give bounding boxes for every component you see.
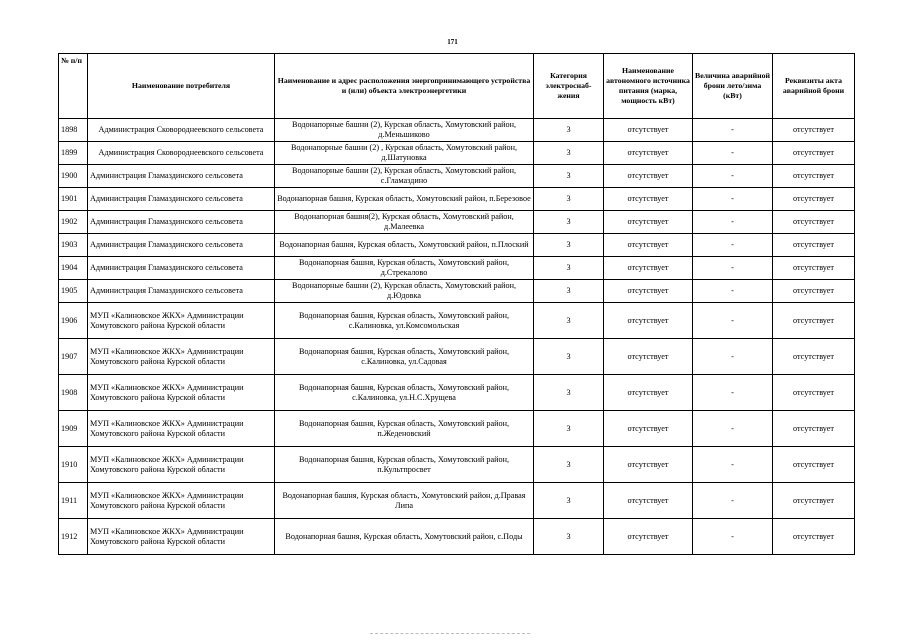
cell-power: - xyxy=(693,142,773,165)
cell-consumer: МУП «Калиновское ЖКХ» Администрации Хомутовского района Курской области xyxy=(88,483,275,519)
header-consumer: Наименование потребителя xyxy=(88,54,275,119)
table-body xyxy=(59,119,855,555)
table-row xyxy=(59,280,855,303)
cell-num: 1904 xyxy=(59,257,88,280)
cell-num: 1898 xyxy=(59,119,88,142)
cell-consumer: МУП «Калиновское ЖКХ» Администрации Хомутовского района Курской области xyxy=(88,303,275,339)
header-act: Реквизиты акта аварийной брони xyxy=(773,54,855,119)
header-category: Категория электроснаб-жения xyxy=(534,54,604,119)
cell-consumer: Администрация Гламаздинского сельсовета xyxy=(88,257,275,280)
cell-power: - xyxy=(693,165,773,188)
cell-power: - xyxy=(693,280,773,303)
cell-act: отсутствует xyxy=(773,411,855,447)
consumers-table xyxy=(58,53,855,555)
cell-power: - xyxy=(693,211,773,234)
cell-consumer: Администрация Гламаздинского сельсовета xyxy=(88,165,275,188)
cell-act: отсутствует xyxy=(773,483,855,519)
cell-num: 1903 xyxy=(59,234,88,257)
cell-num: 1912 xyxy=(59,519,88,555)
table-row xyxy=(59,188,855,211)
cell-num: 1909 xyxy=(59,411,88,447)
cell-act: отсутствует xyxy=(773,519,855,555)
cell-power: - xyxy=(693,257,773,280)
cell-address: Водонапорная башня, Курская область, Хомутовский район, п.Плоский xyxy=(275,234,534,257)
cell-power: - xyxy=(693,339,773,375)
cell-act: отсутствует xyxy=(773,142,855,165)
cell-num: 1905 xyxy=(59,280,88,303)
scan-artifact-line xyxy=(370,633,530,636)
table-row xyxy=(59,257,855,280)
cell-address: Водонапорные башни (2), Курская область, Хомутовский район, д.Меньшиково xyxy=(275,119,534,142)
cell-power: - xyxy=(693,411,773,447)
cell-address: Водонапорная башня, Курская область, Хомутовский район, с.Калиновка, ул.Комсомольская xyxy=(275,303,534,339)
cell-source: отсутствует xyxy=(604,165,693,188)
cell-address: Водонапорная башня, Курская область, Хомутовский район, п.Жеденовский xyxy=(275,411,534,447)
cell-num: 1906 xyxy=(59,303,88,339)
cell-consumer: МУП «Калиновское ЖКХ» Администрации Хомутовского района Курской области xyxy=(88,411,275,447)
cell-act: отсутствует xyxy=(773,119,855,142)
table-header xyxy=(59,54,855,119)
cell-power: - xyxy=(693,519,773,555)
cell-source: отсутствует xyxy=(604,483,693,519)
cell-source: отсутствует xyxy=(604,188,693,211)
table-row xyxy=(59,142,855,165)
cell-consumer: Администрация Сковороднеевского сельсовета xyxy=(88,119,275,142)
cell-category: 3 xyxy=(534,447,604,483)
cell-address: Водонапорная башня, Курская область, Хомутовский район, д.Стрекалово xyxy=(275,257,534,280)
cell-source: отсутствует xyxy=(604,234,693,257)
cell-num: 1911 xyxy=(59,483,88,519)
cell-consumer: МУП «Калиновское ЖКХ» Администрации Хомутовского района Курской области xyxy=(88,375,275,411)
cell-consumer: Администрация Гламаздинского сельсовета xyxy=(88,188,275,211)
cell-address: Водонапорная башня, Курская область, Хомутовский район, п.Березовое xyxy=(275,188,534,211)
page-number: 171 xyxy=(447,38,458,46)
cell-category: 3 xyxy=(534,411,604,447)
cell-address: Водонапорная башня, Курская область, Хомутовский район, п.Культпросвет xyxy=(275,447,534,483)
cell-category: 3 xyxy=(534,188,604,211)
cell-source: отсутствует xyxy=(604,411,693,447)
table-row xyxy=(59,375,855,411)
cell-act: отсутствует xyxy=(773,280,855,303)
cell-consumer: Администрация Гламаздинского сельсовета xyxy=(88,234,275,257)
cell-power: - xyxy=(693,447,773,483)
header-power: Величина аварийной брони лето/зима (кВт) xyxy=(693,54,773,119)
cell-power: - xyxy=(693,375,773,411)
cell-category: 3 xyxy=(534,339,604,375)
cell-source: отсутствует xyxy=(604,142,693,165)
header-num: № п/п xyxy=(59,54,88,119)
table-row xyxy=(59,119,855,142)
cell-source: отсутствует xyxy=(604,375,693,411)
cell-act: отсутствует xyxy=(773,257,855,280)
cell-act: отсутствует xyxy=(773,375,855,411)
cell-act: отсутствует xyxy=(773,339,855,375)
cell-category: 3 xyxy=(534,280,604,303)
cell-act: отсутствует xyxy=(773,211,855,234)
cell-category: 3 xyxy=(534,211,604,234)
cell-address: Водонапорная башня, Курская область, Хомутовский район, с.Калиновка, ул.Н.С.Хрущева xyxy=(275,375,534,411)
header-address: Наименование и адрес расположения энергопринимающего устройства и (или) объекта электроэнергетики xyxy=(275,54,534,119)
cell-num: 1907 xyxy=(59,339,88,375)
cell-act: отсутствует xyxy=(773,165,855,188)
table-row xyxy=(59,303,855,339)
cell-address: Водонапорная башня(2), Курская область, Хомутовский район, д.Малеевка xyxy=(275,211,534,234)
table-row xyxy=(59,447,855,483)
cell-category: 3 xyxy=(534,257,604,280)
table-row xyxy=(59,519,855,555)
cell-category: 3 xyxy=(534,303,604,339)
cell-num: 1900 xyxy=(59,165,88,188)
cell-source: отсутствует xyxy=(604,447,693,483)
cell-consumer: Администрация Гламаздинского сельсовета xyxy=(88,211,275,234)
cell-address: Водонапорные башни (2), Курская область, Хомутовский район, с.Гламаздино xyxy=(275,165,534,188)
cell-source: отсутствует xyxy=(604,211,693,234)
cell-act: отсутствует xyxy=(773,303,855,339)
cell-consumer: Администрация Гламаздинского сельсовета xyxy=(88,280,275,303)
cell-num: 1899 xyxy=(59,142,88,165)
cell-source: отсутствует xyxy=(604,280,693,303)
cell-act: отсутствует xyxy=(773,188,855,211)
cell-power: - xyxy=(693,303,773,339)
cell-consumer: МУП «Калиновское ЖКХ» Администрации Хомутовского района Курской области xyxy=(88,447,275,483)
cell-power: - xyxy=(693,119,773,142)
table-row xyxy=(59,483,855,519)
cell-address: Водонапорная башня, Курская область, Хомутовский район, с.Калиновка, ул.Садовая xyxy=(275,339,534,375)
cell-power: - xyxy=(693,188,773,211)
cell-address: Водонапорная башня, Курская область, Хомутовский район, д.Правая Липа xyxy=(275,483,534,519)
cell-power: - xyxy=(693,234,773,257)
cell-source: отсутствует xyxy=(604,519,693,555)
cell-consumer: МУП «Калиновское ЖКХ» Администрации Хомутовского района Курской области xyxy=(88,519,275,555)
cell-category: 3 xyxy=(534,519,604,555)
cell-source: отсутствует xyxy=(604,119,693,142)
cell-category: 3 xyxy=(534,165,604,188)
cell-address: Водонапорная башня, Курская область, Хомутовский район, с.Поды xyxy=(275,519,534,555)
cell-address: Водонапорные башни (2) , Курская область, Хомутовский район, д.Шатуновка xyxy=(275,142,534,165)
cell-power: - xyxy=(693,483,773,519)
cell-num: 1910 xyxy=(59,447,88,483)
table-row xyxy=(59,165,855,188)
cell-num: 1902 xyxy=(59,211,88,234)
cell-num: 1901 xyxy=(59,188,88,211)
table-row xyxy=(59,234,855,257)
table-row xyxy=(59,211,855,234)
table-row xyxy=(59,411,855,447)
cell-consumer: МУП «Калиновское ЖКХ» Администрации Хомутовского района Курской области xyxy=(88,339,275,375)
cell-category: 3 xyxy=(534,483,604,519)
cell-category: 3 xyxy=(534,119,604,142)
cell-act: отсутствует xyxy=(773,234,855,257)
cell-address: Водонапорные башни (2), Курская область, Хомутовский район, д.Юдовка xyxy=(275,280,534,303)
cell-category: 3 xyxy=(534,234,604,257)
cell-consumer: Администрация Сковороднеевского сельсовета xyxy=(88,142,275,165)
cell-source: отсутствует xyxy=(604,303,693,339)
cell-source: отсутствует xyxy=(604,339,693,375)
cell-source: отсутствует xyxy=(604,257,693,280)
table-row xyxy=(59,339,855,375)
cell-num: 1908 xyxy=(59,375,88,411)
cell-category: 3 xyxy=(534,375,604,411)
header-source: Наименование автономного источника питания (марка, мощность кВт) xyxy=(604,54,693,119)
cell-act: отсутствует xyxy=(773,447,855,483)
cell-category: 3 xyxy=(534,142,604,165)
